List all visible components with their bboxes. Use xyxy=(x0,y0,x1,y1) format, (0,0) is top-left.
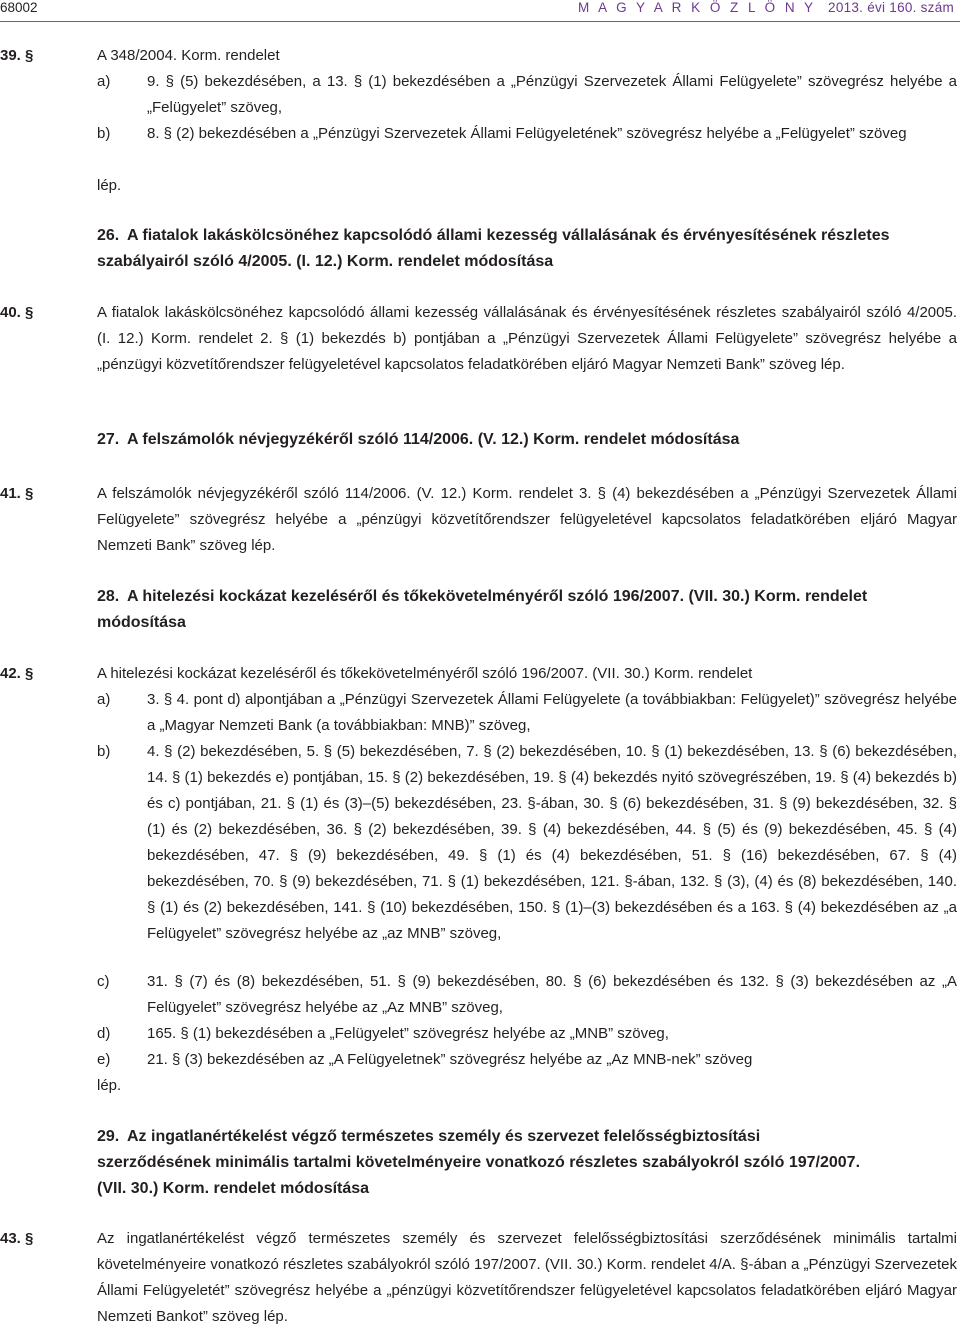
chapter-title: A fiatalok lakáskölcsönéhez kapcsolódó állami kezesség vállalásának és érvényesítésének részletes szabályairól szóló 4/2005. (I. 12.) Korm. rendelet módosítása xyxy=(97,227,890,270)
item-text: 4. § (2) bekezdésében, 5. § (5) bekezdésében, 7. § (2) bekezdésében, 10. § (1) bekezdésében, 13. § (6) bekezdésében, 14. § (1) bekezdés e) pontjában, 15. § (2) bekezdésében, 19. § (4) bekezdés nyitó szövegrészében, 19. § (4) bekezdés b) és c) pontjában, 21. § (1) és (3)–(5) bekezdésében, 23. §-ában, 30. § (6) bekezdésében, 31. § (9) bekezdésében, 32. § (1) és (2) bekezdésében, 36. § (2) bekezdésében, 39. § (4) bekezdésében, 44. § (5) és (9) bekezdésében, 45. § (4) bekezdésében, 47. § (9) bekezdésében, 49. § (1) és (4) bekezdésében, 51. § (16) bekezdésében, 67. § (4) bekezdésében, 70. § (9) bekezdésében, 71. § (1) bekezdésében, 121. §-ában, 132. § (3), (4) és (8) bekezdésében, 140. § (1) és (2) bekezdésében, 141. § (10) bekezdésében, 150. § (1)–(3) bekezdésében és a 163. § (4) bekezdésében az „a Felügyelet” szövegrész helyébe az „az MNB” szöveg, xyxy=(147,743,957,942)
item-label: d) xyxy=(97,1025,111,1042)
page-number: 68002 xyxy=(0,0,38,15)
chapter-title: Az ingatlanértékelést végző természetes személy és szervezet felelősségbiztosítási szerződésének minimális tartalmi követelményeire vonatkozó részletes szabályokról szóló 197/2007. (VII. 30.) Korm. rendelet módosítása xyxy=(97,1128,861,1197)
section-number: 40. § xyxy=(0,304,34,321)
section-number: 43. § xyxy=(0,1230,34,1247)
item-label: e) xyxy=(97,1051,111,1068)
chapter-title: A felszámolók névjegyzékéről szóló 114/2006. (V. 12.) Korm. rendelet módosítása xyxy=(127,431,740,448)
chapter-number: 28. xyxy=(97,588,120,605)
section-number: 39. § xyxy=(0,47,34,64)
chapter-number: 27. xyxy=(97,431,120,448)
section-text: A felszámolók névjegyzékéről szóló 114/2006. (V. 12.) Korm. rendelet 3. § (4) bekezdésében a „Pénzügyi Szervezetek Állami Felügyelete” szövegrész helyébe a „pénzügyi közvetítőrendszer felügyeletével kapcsolatos feladatkörében eljáró Magyar Nemzeti Bank” szöveg lép. xyxy=(97,485,957,554)
chapter-number: 29. xyxy=(97,1128,120,1145)
section-number: 42. § xyxy=(0,665,34,682)
item-text: 31. § (7) és (8) bekezdésében, 51. § (9) bekezdésében, 80. § (6) bekezdésében és 132. § (3) bekezdésében az „A Felügyelet” szövegrész helyébe az „Az MNB” szöveg, xyxy=(147,973,957,1016)
item-text: 21. § (3) bekezdésében az „A Felügyeletnek” szövegrész helyébe az „Az MNB-nek” szöveg xyxy=(147,1051,753,1068)
item-text: 8. § (2) bekezdésében a „Pénzügyi Szervezetek Állami Felügyeletének” szövegrész helyébe a „Felügyelet” szöveg xyxy=(147,125,907,142)
issue-number: 2013. évi 160. szám xyxy=(828,0,954,15)
item-label: a) xyxy=(97,73,111,90)
section-intro: A 348/2004. Korm. rendelet xyxy=(97,47,280,64)
section-text: Az ingatlanértékelést végző természetes személy és szervezet felelősségbiztosítási szerződésének minimális tartalmi követelményeire vonatkozó részletes szabályokról szóló 197/2007. (VII. 30.) Korm. rendelet 4/A. §-ában a „Pénzügyi Szervezetek Állami Felügyeletét” szövegrész helyébe a „pénzügyi közvetítőrendszer felügyeletével kapcsolatos feladatkörében eljáró Magyar Nemzeti Bankot” szöveg lép. xyxy=(97,1230,957,1325)
section-closing: lép. xyxy=(97,1077,122,1094)
header-rule xyxy=(0,21,960,22)
section-text: A fiatalok lakáskölcsönéhez kapcsolódó állami kezesség vállalásának és érvényesítésének részletes szabályairól szóló 4/2005. (I. 12.) Korm. rendelet 2. § (1) bekezdés b) pontjában a „Pénzügyi Szervezetek Állami Felügyelete” szövegrész helyébe a „pénzügyi közvetítőrendszer felügyeletével kapcsolatos feladatkörében eljáró Magyar Nemzeti Bank” szöveg lép. xyxy=(97,304,957,373)
publication-name: M A G Y A R K Ö Z L Ö N Y xyxy=(577,0,817,15)
item-label: b) xyxy=(97,743,111,760)
item-text: 9. § (5) bekezdésében, a 13. § (1) bekezdésében a „Pénzügyi Szervezetek Állami Felügyelete” szövegrész helyébe a „Felügyelet” szöveg, xyxy=(147,73,957,116)
running-header xyxy=(578,0,954,15)
section-number: 41. § xyxy=(0,485,34,502)
item-label: b) xyxy=(97,125,111,142)
item-text: 165. § (1) bekezdésében a „Felügyelet” szövegrész helyébe az „MNB” szöveg, xyxy=(147,1025,669,1042)
item-label: c) xyxy=(97,973,110,990)
section-intro: A hitelezési kockázat kezeléséről és tőkekövetelményéről szóló 196/2007. (VII. 30.) Korm. rendelet xyxy=(97,665,753,682)
section-closing: lép. xyxy=(97,177,122,194)
item-text: 3. § 4. pont d) alpontjában a „Pénzügyi Szervezetek Állami Felügyelete (a továbbiakban: Felügyelet)” szövegrész helyébe a „Magyar Nemzeti Bank (a továbbiakban: MNB)” szöveg, xyxy=(147,691,957,734)
item-label: a) xyxy=(97,691,111,708)
chapter-title: A hitelezési kockázat kezeléséről és tőkekövetelményéről szóló 196/2007. (VII. 30.) Korm. rendelet módosítása xyxy=(97,588,868,631)
chapter-number: 26. xyxy=(97,227,120,244)
